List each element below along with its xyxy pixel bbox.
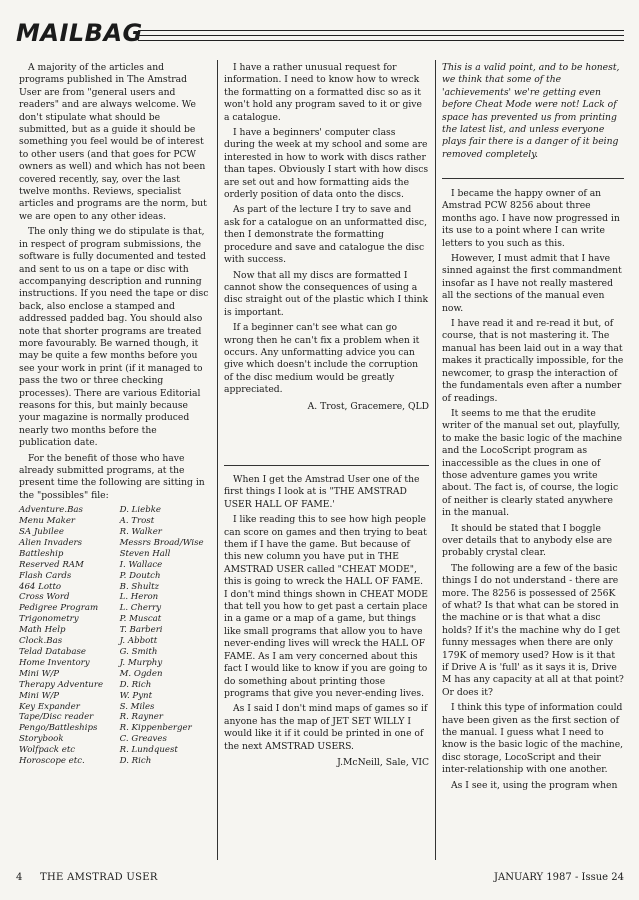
program-author: W. Pynt [119,690,153,701]
letter-paragraph: I became the happy owner of an Amstrad PCW 8256 about three months ago. I have now progressed in its use to a point where I can write letters to you such as this. [442,188,620,249]
program-row [19,680,211,691]
program-author: Steven Hall [119,548,171,559]
program-title: Pengo/Battleships [19,723,98,734]
letter-paragraph: Now that all my discs are formatted I cannot show the consequences of using a disc straight out of the plastic which I think is important. [224,269,429,318]
program-title: SA Jubilee [19,527,64,538]
page-header [16,18,624,48]
program-title: Alien Invaders [19,537,83,548]
program-title: Cross Word [19,592,70,603]
program-row [19,625,211,636]
program-author: B. Shultz [119,581,160,592]
letter-paragraph: As I see it, using the program when [451,779,618,791]
program-row [19,571,211,582]
header-rule [138,30,624,31]
program-title: Trigonometry [19,614,79,625]
program-author: P. Muscat [119,614,162,625]
letter-pcw-manual [442,188,624,795]
program-title: Clock.Bas [19,636,63,647]
editor-reply [442,62,624,164]
program-author: I. Wallace [119,559,163,570]
possibles-list [19,505,211,767]
letter-paragraph: I like reading this to see how high people can score on games and then trying to beat them if I have the game. But because of this new column you have put in THE AMSTRAD USER called "CHEAT MODE", this is going to wreck the HALL OF FAME. I don't mind things shown in CHEAT MODE that tell you how to get past a certain place in a game or a map of a game, but things like small programs that allow you to have never-ending lives will wreck the HALL OF FAME. As I am very concerned about this fact I would like to know if you are going to do something about printing those programs that give you never-ending lives. [224,514,428,699]
program-author: J. Abbott [119,636,158,647]
program-row [19,658,211,669]
program-author: P. Doutch [119,570,161,581]
program-row [19,582,211,593]
program-author: J. Murphy [119,657,163,668]
program-row [19,669,211,680]
program-author: L. Cherry [119,603,162,614]
letter-signature: A. Trost, Gracemere, QLD [307,400,429,412]
program-author: S. Miles [119,701,155,712]
program-row [19,549,211,560]
program-author: A. Trost [119,516,155,527]
program-title: Adventure.Bas [19,505,83,516]
program-title: Flash Cards [19,570,72,581]
program-title: Battleship [19,548,64,559]
program-title: Mini W/P [19,668,60,679]
letter-paragraph: When I get the Amstrad User one of the first things I look at is "THE AMSTRAD USER HALL OF FAME.' [224,474,420,510]
program-title: Math Help [19,625,66,636]
program-author: D. Rich [119,679,152,690]
header-rule [138,40,624,41]
program-author: D. Liebke [119,505,162,516]
program-title: Key Expander [19,701,80,712]
submissions-notice [19,62,211,767]
program-row [19,647,211,658]
program-author: R. Walker [119,527,162,538]
program-row [19,538,211,549]
program-title: 464 Lotto [19,581,62,592]
letter-paragraph: I have read it and re-read it but, of course, that is not mastering it. The manual has been laid out in a way that makes it practically impossible, for the newcomer, to grasp the interaction of the fundamentals even after a number of readings. [442,318,624,404]
program-author: R. Kippenberger [119,723,192,734]
program-author: M. Ogden [119,668,163,679]
program-row [19,636,211,647]
program-row [19,560,211,571]
program-title: Therapy Adventure [19,679,104,690]
program-row [19,734,211,745]
program-row [19,723,211,734]
reply-paragraph: This is a valid point, and to be honest, we think that some of the 'achievements' we're getting even before Cheat Mode were not! Lack of space has prevented us from printing the latest list, and unless everyone plays fair there is a danger of it being removed completely. [442,62,620,160]
notice-paragraph: A majority of the articles and programs published in The Amstrad User are from "general users and readers" and are always welcome. We don't stipulate what should be submitted, but as a guide it should be something you feel would be of interest to other users (and that goes for PCW owners as well) and which has not been covered recently, say, over the last twelve months. Reviews, specialist articles and programs are the norm, but we are open to any other ideas. [19,62,207,222]
letter-paragraph: It seems to me that the erudite writer of the manual set out, playfully, to make the basic logic of the machine and the LocoScript program as inaccessible as the clues in one of those adventure games you write about. The fact is, of course, the logic of neither is clearly stated anywhere in the manual. [442,407,623,519]
program-title: Pedigree Program [19,603,99,614]
program-title: Horoscope etc. [19,756,85,767]
program-row [19,756,211,767]
letter-paragraph: However, I must admit that I have sinned against the first commandment insofar as I have not really mastered all the sections of the manual even now. [442,253,622,314]
letter-divider [224,465,429,466]
program-title: Home Inventory [19,657,90,668]
column-divider [217,60,218,860]
program-author: C. Greaves [119,734,167,745]
letter-paragraph: It should be stated that I boggle over details that to anybody else are probably crystal clear. [442,522,613,559]
letter-paragraph: The following are a few of the basic things I do not understand - there are more. The 8256 is possessed of 256K of what? Is that what can be stored in the machine or is that what a disc holds? If it's the machine why do I get funny messages when there are only 179K of memory used? How is it that if Drive A is 'full' as it says it is, Drive M has any capacity at all at that point? Or does it? [442,562,624,698]
section-title: MAILBAG [16,19,143,47]
program-row [19,505,211,516]
program-author: G. Smith [119,647,158,657]
program-author: T. Barberi [119,625,163,636]
letter-divider [442,178,624,179]
header-rule [138,35,624,36]
letter-format-request [224,62,429,416]
notice-paragraph: The only thing we do stipulate is that, in respect of program submissions, the software is fully documented and tested and sent to us on a tape or disc with accompanying description and running instructions. If you need the tape or disc back, also enclose a stamped and addressed padded bag. You should also note that shorter programs are treated more favourably. Be warned though, it may be quite a few months before you see your work in print (if it managed to pass the two or three checking processes). There are various Editorial reasons for this, but mainly because your magazine is normally produced nearly two months before the publication date. [19,226,209,449]
program-title: Menu Maker [19,516,76,527]
letter-signature: J.McNeill, Sale, VIC [337,756,429,768]
letter-paragraph: If a beginner can't see what can go wrong then he can't fix a problem when it occurs. Any unformatting advice you can give which doesn't include the corruption of the disc medium would be greatly appreciated. [224,322,420,396]
program-author: L. Heron [119,592,159,603]
program-row [19,516,211,527]
letter-paragraph: As I said I don't mind maps of games so if anyone has the map of JET SET WILLY I would like it if it could be printed in one of the next AMSTRAD USERS. [224,703,428,752]
letter-paragraph: As part of the lecture I try to save and ask for a catalogue on an unformatted disc, then I demonstrate the formatting procedure and save and catalogue the disc with success. [224,204,427,266]
program-author: D. Rich [119,756,152,767]
program-title: Reserved RAM [19,559,84,570]
program-row [19,745,211,756]
letter-paragraph: I have a beginners' computer class during the week at my school and some are interested in how to work with discs rather than tapes. Obviously I start with how discs are set out and how formatting aids the orderly position of data onto the discs. [224,127,429,201]
program-title: Mini W/P [19,690,60,701]
issue-date: JANUARY 1987 - Issue 24 [494,872,624,883]
magazine-name: THE AMSTRAD USER [40,872,158,883]
program-row [19,712,211,723]
program-row [19,702,211,713]
program-row [19,527,211,538]
page-number: 4 [16,872,23,883]
program-title: Tape/Disc reader [19,712,94,723]
program-author: R. Lundquest [119,745,178,756]
letter-paragraph: I think this type of information could have been given as the first section of the manual. I guess what I need to know is the basic logic of the machine, disc storage, LocoScript and their inter-relationship with one another. [442,702,624,776]
program-author: R. Rayner [119,712,163,723]
program-row [19,691,211,702]
program-title: Telad Database [19,647,86,657]
notice-paragraph: For the benefit of those who have already submitted programs, at the present time the following are sitting in the "possibles" file: [19,452,205,501]
program-row [19,603,211,614]
program-author: Messrs Broad/Wise [119,537,204,548]
program-title: Storybook [19,734,64,745]
program-row [19,614,211,625]
letter-paragraph: I have a rather unusual request for information. I need to know how to wreck the formatting on a formatted disc so as it won't hold any program saved to it or give a catalogue. [224,62,422,123]
program-title: Wolfpack etc [19,745,76,756]
page-footer [16,872,624,886]
program-row [19,592,211,603]
letter-hall-of-fame [224,474,429,772]
column-divider [435,60,436,860]
